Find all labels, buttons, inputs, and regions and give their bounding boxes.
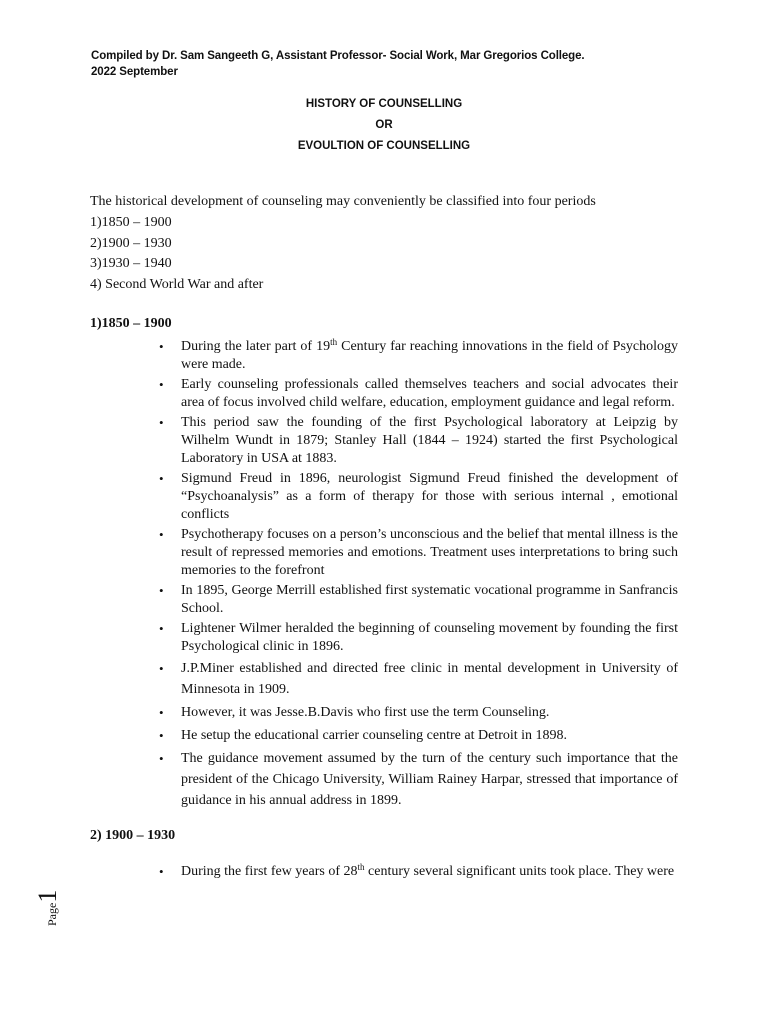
section-1-heading: 1)1850 – 1900: [90, 316, 172, 331]
bullet-icon: •: [159, 583, 164, 598]
intro-sentence: The historical development of counseling may conveniently be classified into four periods: [90, 194, 596, 209]
list-item: • He setup the educational carrier counseling centre at Detroit in 1898.: [90, 725, 678, 746]
list-item: • The guidance movement assumed by the turn of the century such importance that the president of the Chicago University, William Rainey Harpar, stressed that importance of guidance in his annual address in 1899.: [90, 748, 678, 811]
list-item: • Lightener Wilmer heralded the beginning of counseling movement by founding the first Psychological clinic in 1896.: [159, 621, 678, 654]
bullet-icon: •: [159, 705, 164, 720]
compiler-header: [91, 48, 585, 80]
bullet-icon: •: [159, 751, 164, 766]
list-item: • Sigmund Freud in 1896, neurologist Sigmund Freud finished the development of “Psychoanalysis” as a form of therapy for those with serious internal , emotional conflicts: [159, 471, 678, 522]
period-item: 1)1850 – 1900: [90, 214, 172, 230]
document-title-block: [0, 94, 768, 157]
title-line-3: EVOULTION OF COUNSELLING: [297, 140, 471, 152]
list-item: • However, it was Jesse.B.Davis who first use the term Counseling.: [90, 702, 678, 723]
section-1-bullet-list: [90, 338, 678, 813]
bullet-icon: •: [159, 728, 164, 743]
list-item: • In 1895, George Merrill established first systematic vocational programme in Sanfrancis School.: [159, 583, 678, 616]
title-line-1: HISTORY OF COUNSELLING: [305, 98, 463, 110]
list-item: • During the later part of 19th Century far reaching innovations in the field of Psychology were made.: [159, 337, 678, 372]
bullet-icon: •: [159, 864, 164, 879]
list-item: • During the first few years of 28th century several significant units took place. They were: [90, 861, 678, 882]
bullet-icon: •: [159, 339, 164, 354]
page-number: 1: [33, 889, 62, 903]
period-item: 2)1900 – 1930: [90, 235, 172, 251]
list-item: • This period saw the founding of the first Psychological laboratory at Leipzig by Wilhelm Wundt in 1879; Stanley Hall (1844 – 1924) started the first Psychological Laboratory in USA at 1883.: [159, 415, 678, 466]
list-item: • Psychotherapy focuses on a person’s unconscious and the belief that mental illness is the result of repressed memories and emotions. Treatment uses interpretations to bring such memories to the forefront: [159, 527, 678, 578]
list-item: • Early counseling professionals called themselves teachers and social advocates their area of focus involved child welfare, education, employment guidance and legal reform.: [159, 377, 678, 410]
section-2-bullet-list: [90, 861, 678, 884]
intro-paragraph: [90, 192, 690, 296]
bullet-icon: •: [159, 661, 164, 676]
bullet-icon: •: [159, 415, 164, 430]
period-item: 4) Second World War and after: [90, 277, 264, 293]
bullet-icon: •: [159, 527, 164, 542]
bullet-icon: •: [159, 621, 164, 636]
title-line-2: OR: [375, 119, 393, 131]
compiler-line: Compiled by Dr. Sam Sangeeth G, Assistant Professor- Social Work, Mar Gregorios College.: [91, 50, 585, 62]
page-label: Page: [45, 902, 59, 926]
list-item: • J.P.Miner established and directed free clinic in mental development in University of Minnesota in 1909.: [90, 658, 678, 700]
bullet-icon: •: [159, 377, 164, 392]
date-line: 2022 September: [91, 66, 178, 78]
period-item: 3)1930 – 1940: [90, 256, 172, 272]
bullet-icon: •: [159, 471, 164, 486]
page-number-mark: [33, 890, 63, 926]
section-2-heading: 2) 1900 – 1930: [90, 828, 176, 843]
